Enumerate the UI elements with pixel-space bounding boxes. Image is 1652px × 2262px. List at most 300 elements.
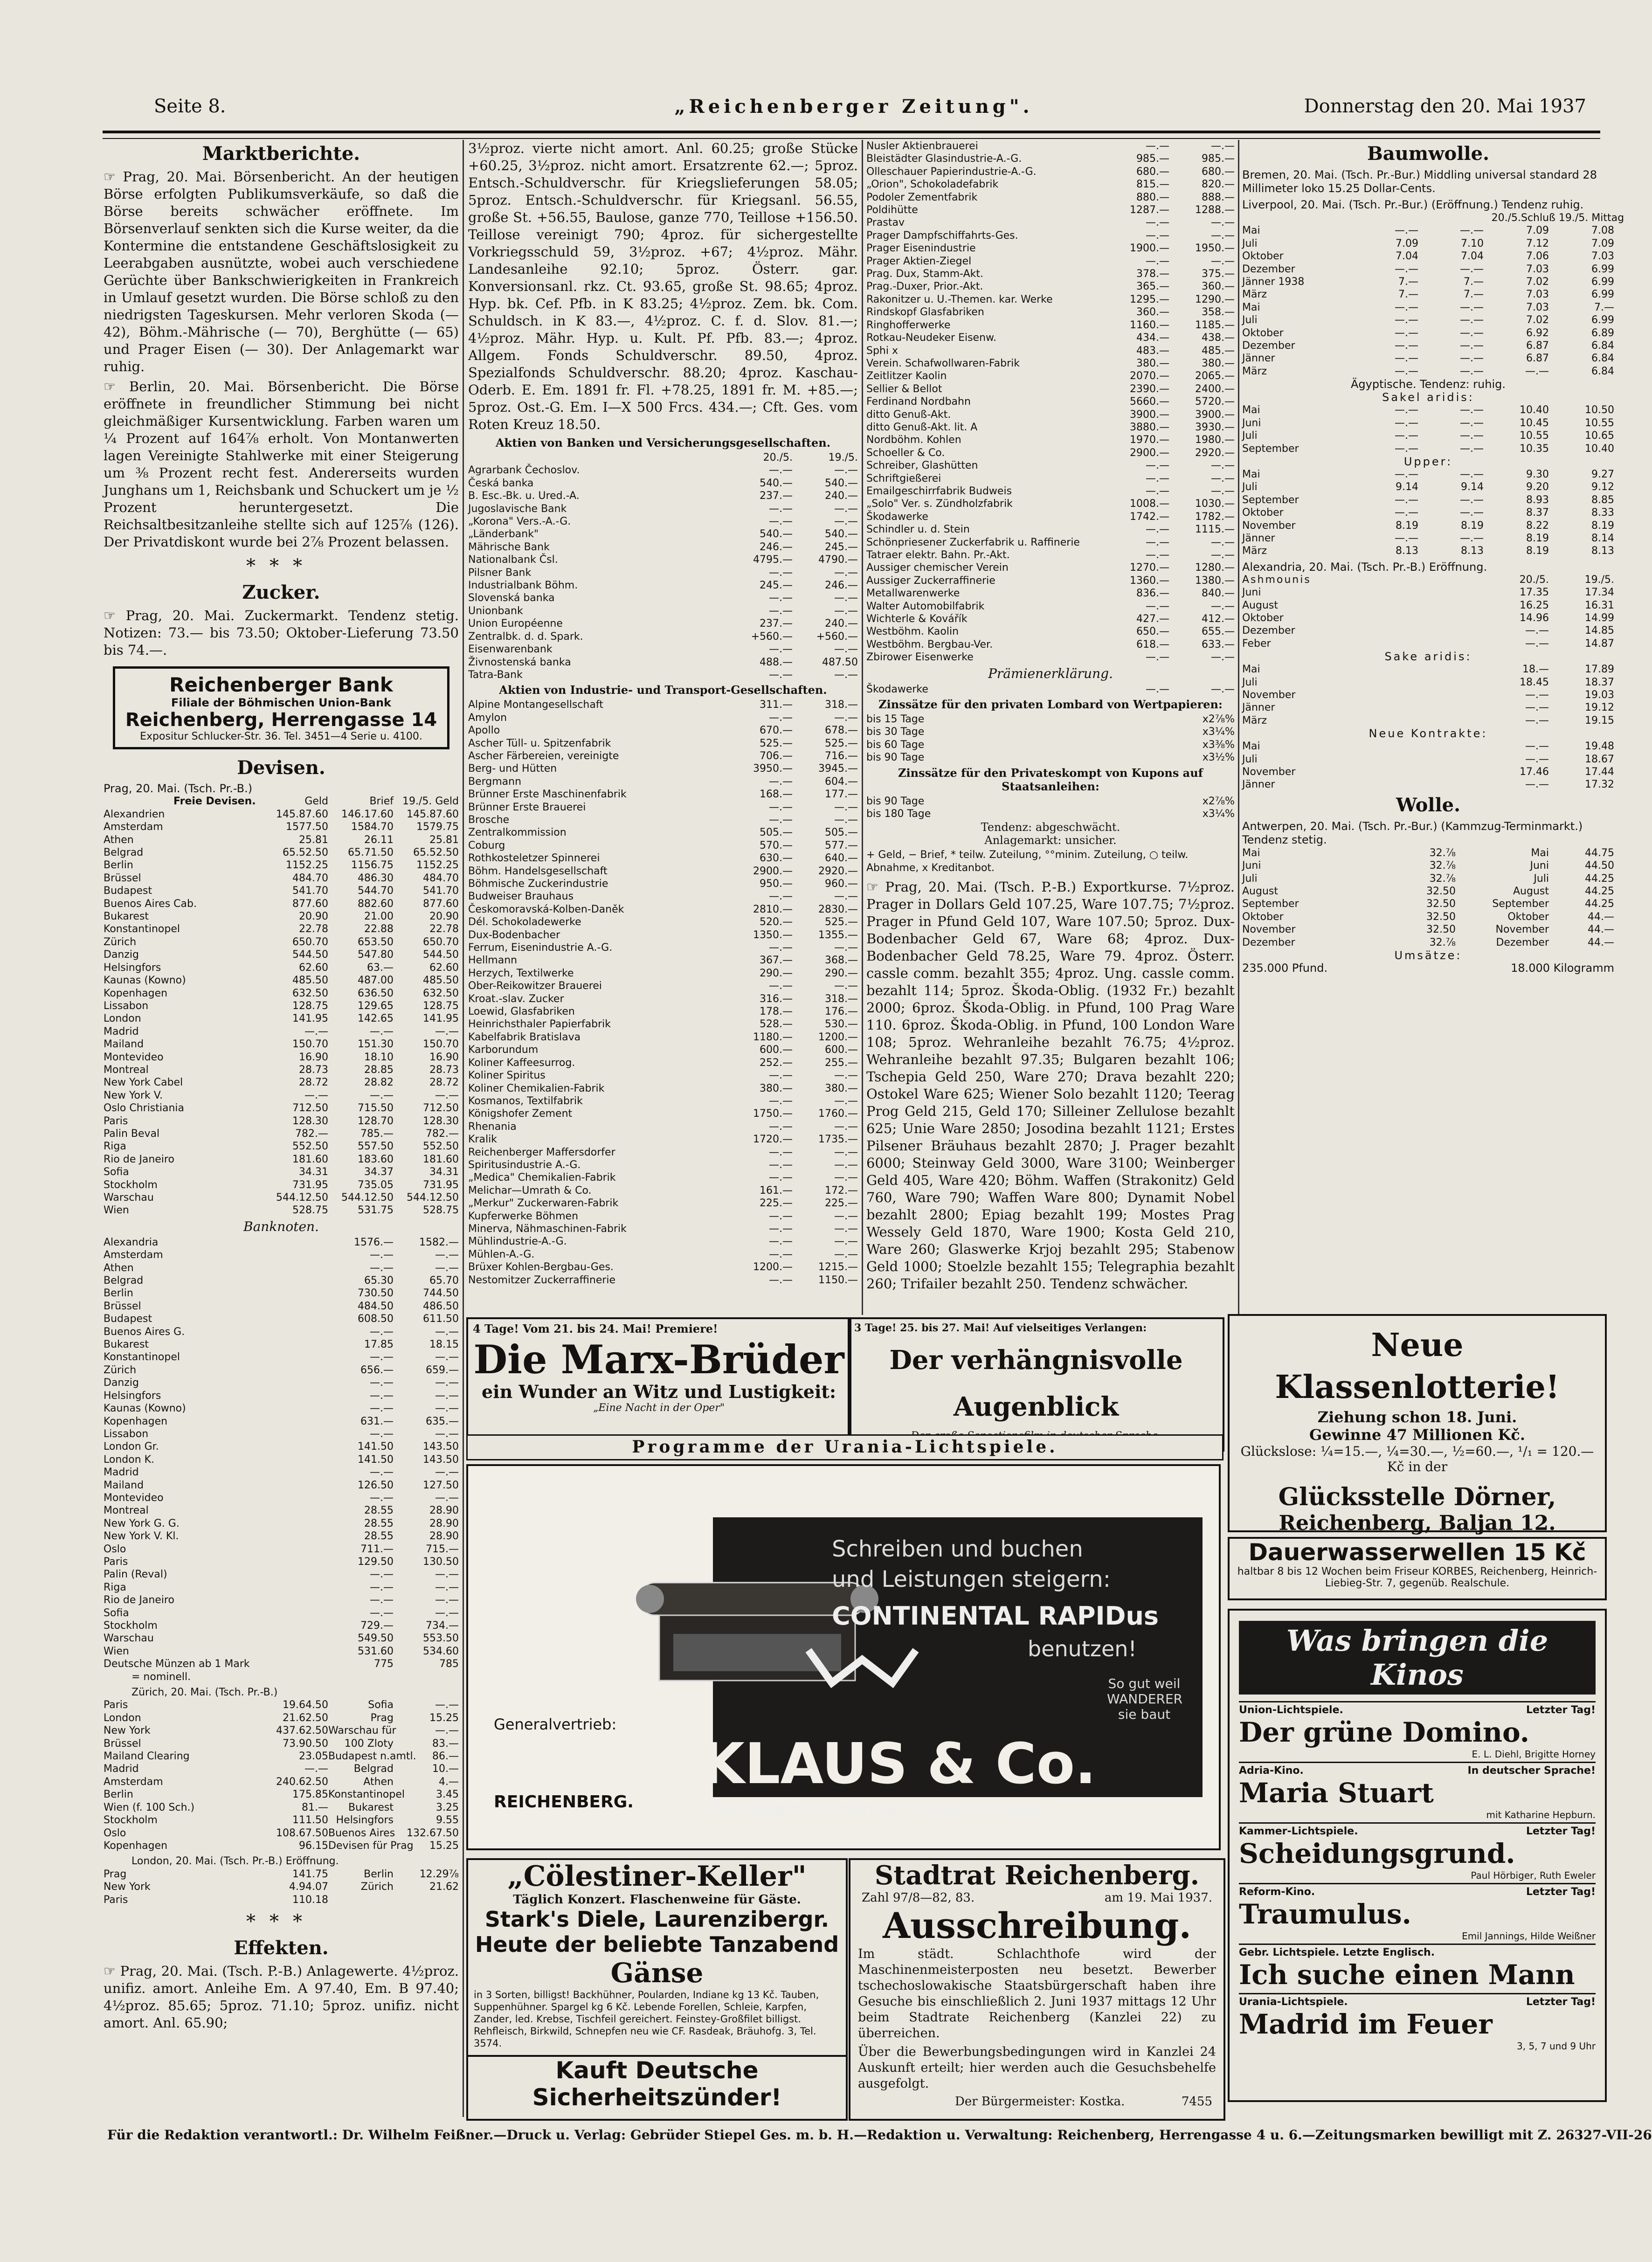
row-value: 128.75 xyxy=(292,1000,328,1012)
row-value: —.— xyxy=(1211,536,1235,548)
row-value: 1735.— xyxy=(818,1134,858,1146)
kino-house: Union-Lichtspiele. xyxy=(1239,1704,1343,1716)
kino-listing xyxy=(1239,1762,1596,1822)
row-label: Buenos Aires Cab. xyxy=(104,898,197,910)
row-value: 486.50 xyxy=(423,1300,459,1312)
marx-ad-film: „Eine Nacht in der Oper" xyxy=(593,1402,725,1414)
row-value: Juni xyxy=(1530,860,1549,872)
industrie-row xyxy=(468,801,858,814)
row-value: 44.50 xyxy=(1585,860,1614,872)
row-value: 28.72 xyxy=(299,1077,328,1089)
row-value: 22.78 xyxy=(429,923,459,935)
aktien-row xyxy=(866,229,1235,242)
row-label: Minerva, Nähmaschinen-Fabrik xyxy=(468,1223,627,1235)
wanderer-tagline: So gut weil WANDERER sie baut xyxy=(1107,1676,1183,1722)
row-value: 7.— xyxy=(1594,301,1614,313)
row-label: Emailgeschirrfabrik Budweis xyxy=(866,485,1012,497)
row-value: 100 Zloty xyxy=(344,1737,394,1750)
row-value: —.— xyxy=(769,942,793,954)
row-value: 380.— xyxy=(825,1082,858,1094)
row-value: 7.— xyxy=(1464,289,1484,301)
row-value: 246.— xyxy=(825,580,858,592)
row-label: September xyxy=(1242,443,1299,455)
row-label: Mai xyxy=(1242,225,1260,237)
row-value: —.— xyxy=(769,1070,793,1082)
banknoten-row xyxy=(104,1262,459,1274)
row-value: 10.55 xyxy=(1585,417,1614,429)
row-label: Pilsner Bank xyxy=(468,567,532,579)
row-value: 541.70 xyxy=(292,885,328,897)
row-value: 525.— xyxy=(825,737,858,749)
row-value: —.— xyxy=(1395,404,1418,416)
row-label: Montreal xyxy=(104,1505,149,1517)
row-label: Loewid, Glasfabriken xyxy=(468,1006,575,1018)
row-value: 378.— xyxy=(1136,268,1169,280)
kino-listing xyxy=(1239,1883,1596,1944)
row-value: 985.— xyxy=(1202,153,1235,165)
row-value: 14.85 xyxy=(1585,625,1614,637)
row-value: —.— xyxy=(769,592,793,604)
row-value: x3½% xyxy=(1202,752,1235,764)
praemien-table xyxy=(866,683,1235,696)
banknoten-row xyxy=(104,1658,459,1670)
row-label: Oktober xyxy=(1242,250,1284,263)
row-label: Feber xyxy=(1242,637,1271,650)
marx-ad-dates: 4 Tage! Vom 21. bis 24. Mai! Premiere! xyxy=(473,1322,718,1335)
klaus-city: REICHENBERG. xyxy=(494,1792,634,1812)
row-label: Koliner Chemikalien-Fabrik xyxy=(468,1082,605,1094)
stark-subtitle: Heute der beliebte Tanzabend xyxy=(475,1932,839,1957)
lombard-row xyxy=(866,751,1235,764)
row-label: Mailand xyxy=(104,1038,144,1051)
row-value: —.— xyxy=(1146,460,1169,472)
row-value: 985.— xyxy=(1136,153,1169,165)
row-value: 28.90 xyxy=(429,1530,459,1543)
row-label: Westböhm. Kaolin xyxy=(866,626,959,638)
devisen-row xyxy=(104,910,459,923)
row-value: 716.— xyxy=(825,750,858,762)
london-row xyxy=(104,1894,459,1906)
row-label: Juli xyxy=(1242,430,1258,442)
column-anlagewerte xyxy=(468,140,858,1310)
row-value: 28.55 xyxy=(364,1530,394,1543)
row-value: 110.18 xyxy=(292,1894,328,1906)
row-label: Brüssel xyxy=(104,1737,141,1750)
row-value: 1950.— xyxy=(1195,242,1235,255)
header-rule xyxy=(103,131,1600,139)
aktien-row xyxy=(866,523,1235,536)
devisen-row xyxy=(104,936,459,948)
aktien-row xyxy=(866,613,1235,625)
row-value: 8.19 xyxy=(1526,532,1549,544)
banknoten-row xyxy=(104,1632,459,1645)
row-value: —.— xyxy=(1460,327,1484,339)
row-value: 8.33 xyxy=(1591,507,1614,519)
banknoten-row xyxy=(104,1428,459,1440)
row-value: 1115.— xyxy=(1195,524,1235,536)
row-value: 882.60 xyxy=(358,898,394,910)
row-value: 2390.— xyxy=(1130,383,1169,395)
row-label: Lissabon xyxy=(104,1000,149,1012)
row-label: Bleistädter Glasindustrie-A.-G. xyxy=(866,153,1022,165)
column-commodities xyxy=(1242,140,1624,1315)
row-value: 630.— xyxy=(760,852,793,865)
aktien-row xyxy=(866,625,1235,638)
section-separator: *** xyxy=(246,1910,316,1932)
row-label: Juli xyxy=(1242,314,1258,326)
row-value: 316.— xyxy=(760,993,793,1005)
row-value: 782.— xyxy=(295,1128,328,1140)
row-value: —.— xyxy=(1395,353,1418,365)
kino-film: Der grüne Domino. xyxy=(1239,1716,1529,1748)
banknoten-row xyxy=(104,1338,459,1351)
section-title-effekten: Effekten. xyxy=(234,1937,329,1959)
row-value: Zürich xyxy=(360,1881,394,1893)
zuerich-row xyxy=(104,1763,459,1775)
kino-house: Gebr. Lichtspiele. Letzte Englisch. xyxy=(1239,1947,1435,1958)
row-label: Bukarest xyxy=(104,911,149,923)
symbol-legend: + Geld, − Brief, * teilw. Zuteilung, °°minim. Zuteilung, ○ teilw. Abnahme, x Kreditanbot. xyxy=(866,849,1189,874)
row-value: —.— xyxy=(1395,468,1418,480)
industrie-row xyxy=(468,1248,858,1261)
row-value: 520.— xyxy=(760,916,793,928)
row-value: —.— xyxy=(1395,417,1418,429)
row-value: 44.25 xyxy=(1585,872,1614,885)
row-value: 544.12.50 xyxy=(341,1192,394,1204)
row-value: 1030.— xyxy=(1195,498,1235,510)
kino-house-line xyxy=(1239,1704,1596,1716)
kino-listing xyxy=(1239,1822,1596,1883)
row-label: „Solo" Ver. s. Zündholzfabrik xyxy=(866,498,1013,510)
row-label: Prag.-Duxer, Prior.-Akt. xyxy=(866,281,983,293)
row-label: Oktober xyxy=(1242,327,1284,339)
row-label: Mährische Bank xyxy=(468,541,550,553)
row-value: 528.— xyxy=(760,1018,793,1031)
column-aktien xyxy=(866,140,1235,1310)
kinos-title: Was bringen die Kinos xyxy=(1239,1621,1596,1695)
bank-row xyxy=(468,490,858,502)
row-value: 549.50 xyxy=(358,1633,394,1645)
row-value: 3900.— xyxy=(1195,408,1235,421)
row-value: 3.45 xyxy=(436,1789,459,1801)
row-value: —.— xyxy=(834,942,858,954)
row-label: Mai xyxy=(1242,468,1260,480)
row-value: 6.99 xyxy=(1591,276,1614,288)
row-value: 28.55 xyxy=(364,1517,394,1529)
devisen-row xyxy=(104,1102,459,1114)
row-value: 44.— xyxy=(1588,924,1614,936)
row-label: Kralik xyxy=(468,1134,497,1146)
row-value: 16.90 xyxy=(429,1051,459,1063)
marx-brothers-ad xyxy=(466,1317,851,1452)
row-value: 2900.— xyxy=(753,865,793,877)
devisen-row xyxy=(104,808,459,821)
row-value: —.— xyxy=(1395,507,1418,519)
row-value: 7.09 xyxy=(1526,225,1549,237)
row-value: —.— xyxy=(370,1594,394,1606)
row-value: 10.65 xyxy=(1585,430,1614,442)
row-label: Zentralkommission xyxy=(468,827,567,839)
row-value: —.— xyxy=(435,1428,459,1440)
row-value: —.— xyxy=(1460,443,1484,455)
row-label: Wien xyxy=(104,1204,129,1217)
row-label: Podoler Zementfabrik xyxy=(866,191,978,203)
kino-house-line xyxy=(1239,1947,1596,1958)
row-label: Industrialbank Böhm. xyxy=(468,580,578,592)
banknoten-row xyxy=(104,1364,459,1377)
row-label: Dezember xyxy=(1242,263,1295,275)
devisen-row xyxy=(104,898,459,910)
dauerwellen-title: Dauerwasserwellen 15 Kč xyxy=(1248,1539,1586,1566)
row-value: 485.50 xyxy=(423,975,459,987)
kino-cast: Paul Hörbiger, Ruth Eweler xyxy=(1471,1870,1596,1881)
row-label: Stockholm xyxy=(104,1814,158,1826)
row-value: 735.05 xyxy=(358,1179,394,1191)
row-label: Škodawerke xyxy=(866,683,928,695)
row-value: 10.40 xyxy=(1585,443,1614,455)
row-value: 7.— xyxy=(1464,276,1484,288)
sake-row xyxy=(1242,701,1614,714)
row-label: November xyxy=(1242,519,1296,532)
row-value: —.— xyxy=(769,1095,793,1107)
row-label: Oslo xyxy=(104,1543,126,1555)
row-label: New York xyxy=(104,1881,151,1893)
row-value: 712.50 xyxy=(423,1102,459,1114)
row-label: Verein. Schafwollwaren-Fabrik xyxy=(866,357,1020,369)
row-label: Nestomitzer Zuckerraffinerie xyxy=(468,1274,616,1286)
wolle-row xyxy=(1242,885,1614,898)
devisen-row xyxy=(104,1025,459,1038)
row-label: Zürich xyxy=(104,1364,137,1376)
row-value: —.— xyxy=(1211,460,1235,472)
upper-row xyxy=(1242,545,1614,557)
row-value: —.— xyxy=(1460,468,1484,480)
industrie-row xyxy=(468,1133,858,1146)
row-value: 34.31 xyxy=(299,1166,328,1178)
stadtrat-ref: Zahl 97/8—82, 83. am 19. Mai 1937. xyxy=(862,1891,1212,1905)
kino-cast: mit Katharine Hepburn. xyxy=(1486,1809,1596,1820)
eskompt-table xyxy=(866,795,1235,821)
row-value: 15.25 xyxy=(429,1840,459,1852)
row-value: —.— xyxy=(769,891,793,903)
gastronomy-ad xyxy=(466,1858,848,2121)
row-label: Melichar—Umrath & Co. xyxy=(468,1184,592,1197)
row-value: 1200.— xyxy=(753,1261,793,1273)
row-value: 358.— xyxy=(1202,306,1235,318)
banknoten-row xyxy=(104,1607,459,1619)
row-value: 44.75 xyxy=(1585,847,1614,859)
row-label: Ascher Tüll- u. Spitzenfabrik xyxy=(468,737,611,749)
devisen-row xyxy=(104,1089,459,1102)
row-value: 143.50 xyxy=(423,1453,459,1466)
row-value: —.— xyxy=(435,1377,459,1389)
row-value: 653.50 xyxy=(358,936,394,948)
row-value: 528.75 xyxy=(423,1204,459,1217)
row-value: —.— xyxy=(1525,740,1549,753)
row-value: +560.— xyxy=(816,630,858,643)
row-value: 28.72 xyxy=(429,1077,459,1089)
row-value: 2810.— xyxy=(753,903,793,915)
keller-subtitle: Täglich Konzert. Flaschenweine für Gäste. xyxy=(513,1893,801,1907)
aktien-row xyxy=(866,434,1235,446)
row-label: November xyxy=(1242,766,1296,778)
row-value: 547.80 xyxy=(358,949,394,961)
zuerich-row xyxy=(104,1840,459,1852)
aktien-row xyxy=(866,574,1235,587)
row-value: —.— xyxy=(304,1763,328,1775)
row-label: Apollo xyxy=(468,725,500,737)
row-label: Škodawerke xyxy=(866,511,928,523)
row-label: Zeitlitzer Kaolin xyxy=(866,370,947,382)
aktien-row xyxy=(866,587,1235,600)
row-value: —.— xyxy=(370,1581,394,1593)
devisen-row xyxy=(104,1012,459,1025)
row-value: 145.87.60 xyxy=(407,808,459,820)
aktien-row xyxy=(866,651,1235,664)
row-value: —.— xyxy=(370,1492,394,1504)
row-value: 168.— xyxy=(760,789,793,801)
row-value: —.— xyxy=(1211,217,1235,229)
row-value: —.— xyxy=(1395,314,1418,326)
zuerich-row xyxy=(104,1724,459,1737)
row-value: 375.— xyxy=(1202,268,1235,280)
row-value: 290.— xyxy=(760,967,793,979)
zuerich-row xyxy=(104,1827,459,1840)
section-title-marktberichte: Marktberichte. xyxy=(202,143,360,165)
row-value: 412.— xyxy=(1202,613,1235,625)
row-label: Böhmische Zuckerindustrie xyxy=(468,878,608,890)
row-label: November xyxy=(1242,689,1296,701)
row-value: 552.50 xyxy=(292,1141,328,1153)
effekten-text: ☞ Prag, 20. Mai. (Tsch. P.-B.) Anlagewerte. 4½proz. unifiz. amort. Anleihe Em. A 97.40, Em. B 97.40; 4½proz. 85.65; 5proz. 71.10; 5proz. unifiz. nicht amort. Anl. 65.90; xyxy=(104,1963,459,2031)
row-value: 635.— xyxy=(426,1415,459,1427)
row-value: —.— xyxy=(435,1699,459,1711)
row-value: —.— xyxy=(1146,217,1169,229)
row-value: —.— xyxy=(834,1172,858,1184)
row-label: Sellier & Bellot xyxy=(866,383,942,395)
row-value: 1156.75 xyxy=(351,859,394,872)
row-value: 486.30 xyxy=(358,872,394,884)
row-value: —.— xyxy=(370,1428,394,1440)
row-value: —.— xyxy=(1525,702,1549,714)
row-value: —.— xyxy=(435,1492,459,1504)
row-value: 176.— xyxy=(825,1006,858,1018)
row-label: Eisenwarenbank xyxy=(468,643,553,656)
row-value: 7.— xyxy=(1398,289,1418,301)
row-value: 44.25 xyxy=(1585,885,1614,898)
row-value: —.— xyxy=(435,1025,459,1038)
industrie-table xyxy=(468,699,858,1287)
row-label: Wien (f. 100 Sch.) xyxy=(104,1801,195,1813)
row-value: 8.85 xyxy=(1591,494,1614,506)
row-value: 2070.— xyxy=(1130,370,1169,382)
aktien-row xyxy=(866,447,1235,459)
banknoten-row xyxy=(104,1619,459,1632)
row-label: Aussiger Zuckerraffinerie xyxy=(866,574,995,587)
aktien-row xyxy=(866,280,1235,293)
row-label: Schriftgießerei xyxy=(866,472,941,484)
row-value: —.— xyxy=(370,1377,394,1389)
column-divider xyxy=(463,1315,464,2117)
row-value: 142.65 xyxy=(358,1013,394,1025)
row-value: 525.— xyxy=(760,737,793,749)
row-label: Kopenhagen xyxy=(104,1840,168,1852)
row-value: 540.— xyxy=(760,477,793,489)
row-value: —.— xyxy=(769,669,793,681)
row-label: November xyxy=(1242,924,1296,936)
continental-brand: CONTINENTAL RAPIDus xyxy=(832,1601,1159,1631)
row-label: Budweiser Brauhaus xyxy=(468,891,574,903)
bank-subtitle: Filiale der Böhmischen Union-Bank xyxy=(171,696,392,709)
row-value: 505.— xyxy=(825,827,858,839)
liverpool-row xyxy=(1242,288,1614,301)
row-label: Mühlindustrie-A.-G. xyxy=(468,1236,567,1248)
lombard-row xyxy=(866,726,1235,738)
row-value: 1150.— xyxy=(818,1274,858,1286)
column-markets xyxy=(104,140,459,2122)
kino-listing xyxy=(1239,1701,1596,1762)
row-label: New York G. G. xyxy=(104,1517,180,1529)
sake-row xyxy=(1242,676,1614,689)
row-value: 10.— xyxy=(432,1763,459,1775)
row-label: Schreiber, Glashütten xyxy=(866,460,978,472)
row-label: Juli xyxy=(1242,872,1258,885)
row-value: —.— xyxy=(435,1262,459,1274)
row-value: 540.— xyxy=(825,477,858,489)
row-value: —.— xyxy=(1211,683,1235,695)
row-value: 544.50 xyxy=(292,949,328,961)
row-value: 44.— xyxy=(1588,936,1614,948)
row-value: 7.03 xyxy=(1526,289,1549,301)
liverpool-row xyxy=(1242,250,1614,263)
row-value: Berlin xyxy=(364,1868,394,1880)
neue-kontrakte-label: Neue Kontrakte: xyxy=(1369,727,1488,740)
zuerich-row xyxy=(104,1814,459,1826)
row-value: 1270.— xyxy=(1130,562,1169,574)
devisen-row xyxy=(104,872,459,885)
row-value: 3930.— xyxy=(1195,421,1235,433)
ashmounis-row xyxy=(1242,612,1614,624)
row-value: —.— xyxy=(769,464,793,477)
row-value: —.— xyxy=(1146,524,1169,536)
row-value: 7.12 xyxy=(1526,237,1549,249)
row-value: 141.50 xyxy=(358,1453,394,1466)
row-label: Bukarest xyxy=(104,1339,149,1351)
bank-row xyxy=(468,656,858,669)
row-label: Paris xyxy=(104,1115,128,1127)
industrie-row xyxy=(468,1210,858,1223)
aktien-row xyxy=(866,216,1235,229)
row-value: 25.81 xyxy=(429,834,459,846)
lotto-prices: Glückslose: ¼=15.—, ¼=30.—, ½=60.—, ¹/₁ = 120.— Kč in der xyxy=(1240,1444,1594,1474)
row-value: —.— xyxy=(834,814,858,826)
row-value: —.— xyxy=(834,567,858,579)
row-label: Aussiger chemischer Verein xyxy=(866,562,1009,574)
row-value: 128.75 xyxy=(423,1000,459,1012)
row-label: Sphi x xyxy=(866,345,898,357)
devisen-row xyxy=(104,974,459,987)
row-value: 8.19 xyxy=(1461,519,1484,532)
gaense-title: Gänse xyxy=(610,1957,704,1989)
row-value: 360.— xyxy=(1202,281,1235,293)
row-value: 28.90 xyxy=(429,1517,459,1529)
kino-house: Adria-Kino. xyxy=(1239,1765,1304,1777)
row-label: Juni xyxy=(1242,860,1261,872)
devisen-row xyxy=(104,1153,459,1166)
row-label: Ferrum, Eisenindustrie A.-G. xyxy=(468,942,613,954)
row-value: 1582.— xyxy=(419,1236,459,1248)
banknoten-row xyxy=(104,1556,459,1568)
